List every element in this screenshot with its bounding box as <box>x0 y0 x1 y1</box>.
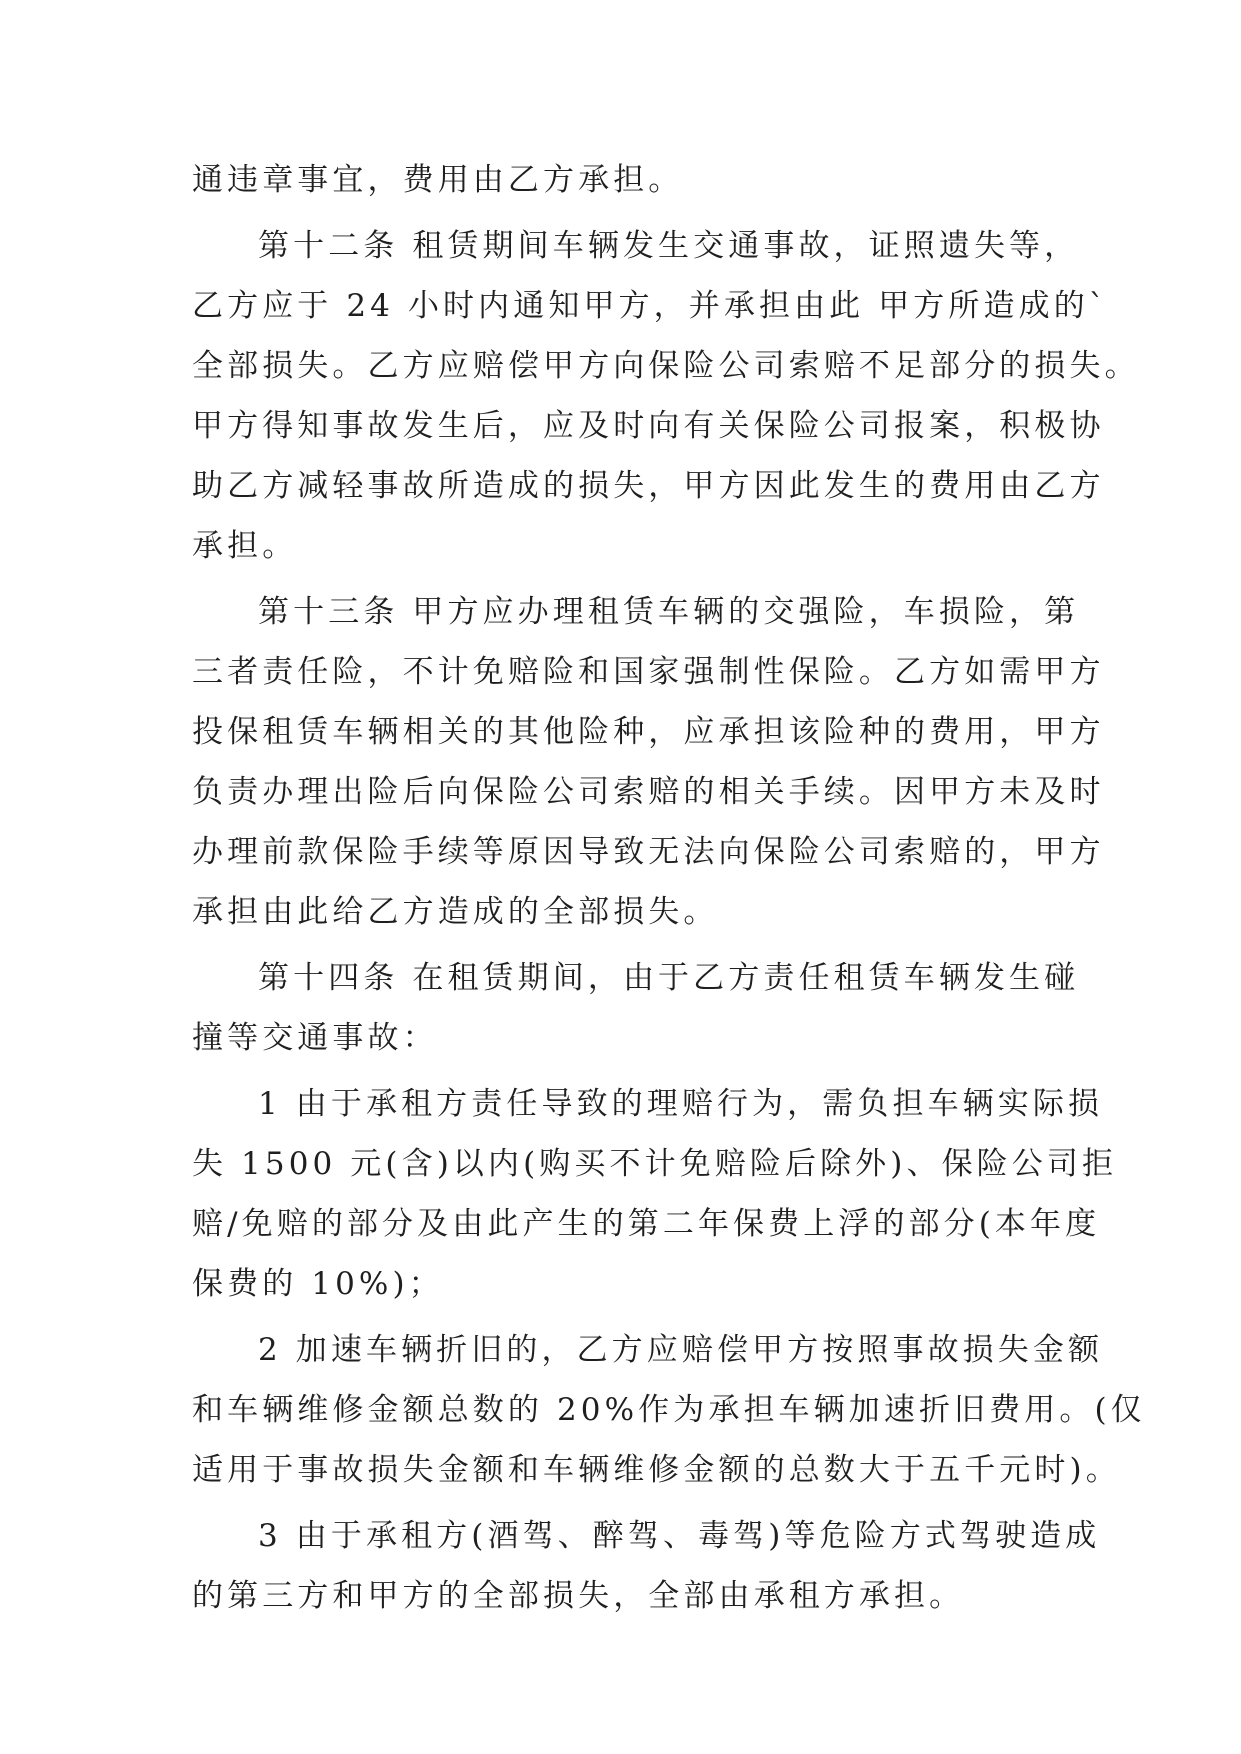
text-line: 赔/免赔的部分及由此产生的第二年保费上浮的部分(本年度 <box>192 1206 1101 1242</box>
text-line: 适用于事故损失金额和车辆维修金额的总数大于五千元时)。 <box>192 1452 1121 1488</box>
clause-2-line: 2 加速车辆折旧的，乙方应赔偿甲方按照事故损失金额 <box>258 1332 1104 1368</box>
text-line: 的第三方和甲方的全部损失，全部由承租方承担。 <box>192 1578 965 1614</box>
text-line: 乙方应于 24 小时内通知甲方，并承担由此 甲方所造成的` <box>192 288 1109 324</box>
article-14-heading-line: 第十四条 在租赁期间，由于乙方责任租赁车辆发生碰 <box>258 960 1080 996</box>
text-line: 通违章事宜，费用由乙方承担。 <box>192 162 684 198</box>
article-12-heading-line: 第十二条 租赁期间车辆发生交通事故，证照遗失等， <box>258 228 1080 264</box>
text-line: 甲方得知事故发生后，应及时向有关保险公司报案，积极协 <box>192 408 1105 444</box>
text-line: 失 1500 元(含)以内(购买不计免赔险后除外)、保险公司拒 <box>192 1146 1118 1182</box>
text-line: 投保租赁车辆相关的其他险种，应承担该险种的费用，甲方 <box>192 714 1105 750</box>
text-line: 负责办理出险后向保险公司索赔的相关手续。因甲方未及时 <box>192 774 1105 810</box>
text-line: 助乙方减轻事故所造成的损失，甲方因此发生的费用由乙方 <box>192 468 1105 504</box>
text-line: 和车辆维修金额总数的 20%作为承担车辆加速折旧费用。(仅 <box>192 1392 1146 1428</box>
article-13-heading-line: 第十三条 甲方应办理租赁车辆的交强险，车损险，第 <box>258 594 1080 630</box>
document-body <box>192 150 1146 1626</box>
text-line: 全部损失。乙方应赔偿甲方向保险公司索赔不足部分的损失。 <box>192 348 1140 384</box>
text-line: 承担由此给乙方造成的全部损失。 <box>192 894 719 930</box>
text-line: 办理前款保险手续等原因导致无法向保险公司索赔的，甲方 <box>192 834 1105 870</box>
text-line: 承担。 <box>192 528 298 564</box>
clause-3-line: 3 由于承租方(酒驾、醉驾、毒驾)等危险方式驾驶造成 <box>258 1518 1101 1554</box>
clause-1-line: 1 由于承租方责任导致的理赔行为，需负担车辆实际损 <box>258 1086 1104 1122</box>
text-line: 撞等交通事故： <box>192 1020 438 1056</box>
text-line: 保费的 10%)； <box>192 1266 444 1302</box>
text-line: 三者责任险，不计免赔险和国家强制性保险。乙方如需甲方 <box>192 654 1105 690</box>
